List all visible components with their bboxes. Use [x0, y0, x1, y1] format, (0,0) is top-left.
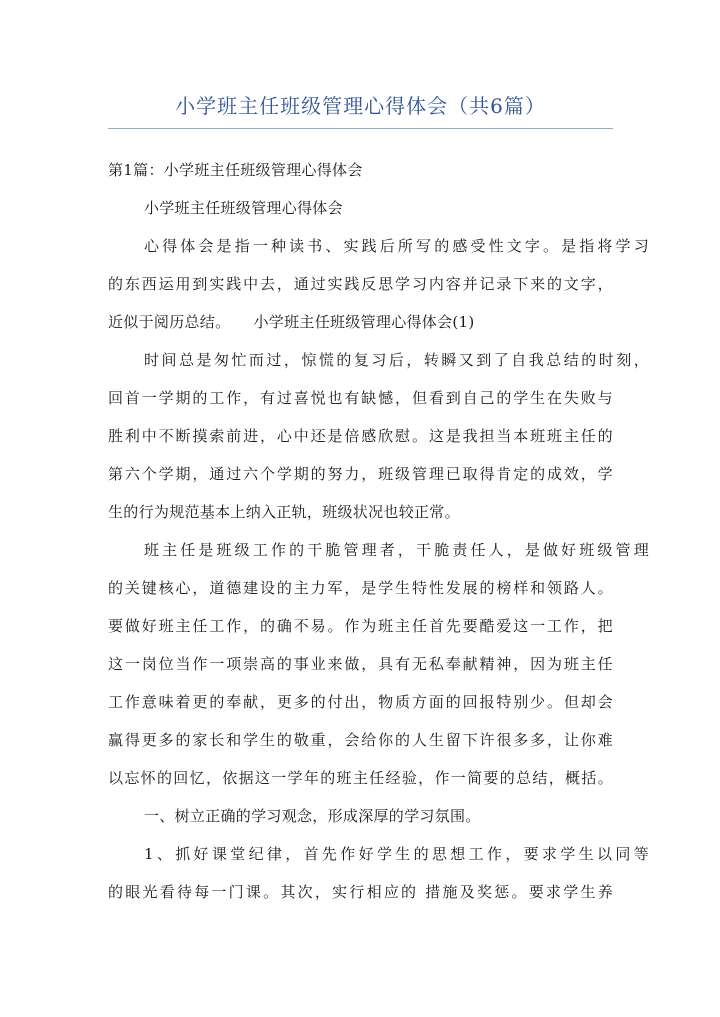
chapter-heading: 第1篇：小学班主任班级管理心得体会	[108, 161, 363, 179]
paragraph-line: 要做好班主任工作，的确不易。作为班主任首先要酷爱这一工作，把	[108, 617, 613, 635]
paragraph-line: 的眼光看待每一门课。其次，实行相应的 措施及奖惩。要求学生养	[108, 883, 613, 901]
paragraph-line: 的东西运用到实践中去，通过实践反思学习内容并记录下来的文字，	[108, 275, 613, 293]
paragraph-line: 班主任是班级工作的干脆管理者，干脆责任人，是做好班级管理	[144, 541, 649, 559]
paragraph-line: 生的行为规范基本上纳入正轨，班级状况也较正常。	[108, 503, 460, 521]
paragraph-line: 回首一学期的工作，有过喜悦也有缺憾，但看到自己的学生在失败与	[108, 389, 613, 407]
subsection-heading: 一、树立正确的学习观念，形成深厚的学习氛围。	[144, 807, 481, 825]
paragraph-line: 1、抓好课堂纪律，首先作好学生的思想工作，要求学生以同等	[144, 845, 649, 863]
paragraph-line: 心得体会是指一种读书、实践后所写的感受性文字。是指将学习	[144, 237, 649, 255]
paragraph-line: 工作意味着更的奉献，更多的付出，物质方面的回报特别少。但却会	[108, 693, 613, 711]
paragraph-line: 胜利中不断摸索前进，心中还是倍感欣慰。这是我担当本班班主任的	[108, 427, 613, 445]
paragraph-line: 时间总是匆忙而过，惊慌的复习后，转瞬又到了自我总结的时刻，	[144, 351, 649, 369]
section-heading: 小学班主任班级管理心得体会	[144, 199, 343, 217]
title-underline	[108, 128, 613, 129]
paragraph-line: 以忘怀的回忆，依据这一学年的班主任经验，作一简要的总结，概括。	[108, 769, 613, 787]
paragraph-line: 的关键核心，道德建设的主力军，是学生特性发展的榜样和领路人。	[108, 579, 613, 597]
paragraph-line: 这一岗位当作一项崇高的事业来做，具有无私奉献精神，因为班主任	[108, 655, 613, 673]
document-title: 小学班主任班级管理心得体会（共6篇）	[175, 94, 546, 118]
paragraph-line: 赢得更多的家长和学生的敬重，会给你的人生留下许很多多，让你难	[108, 731, 613, 749]
paragraph-line: 近似于阅历总结。 小学班主任班级管理心得体会(1)	[108, 313, 475, 331]
paragraph-line: 第六个学期，通过六个学期的努力，班级管理已取得肯定的成效，学	[108, 465, 613, 483]
